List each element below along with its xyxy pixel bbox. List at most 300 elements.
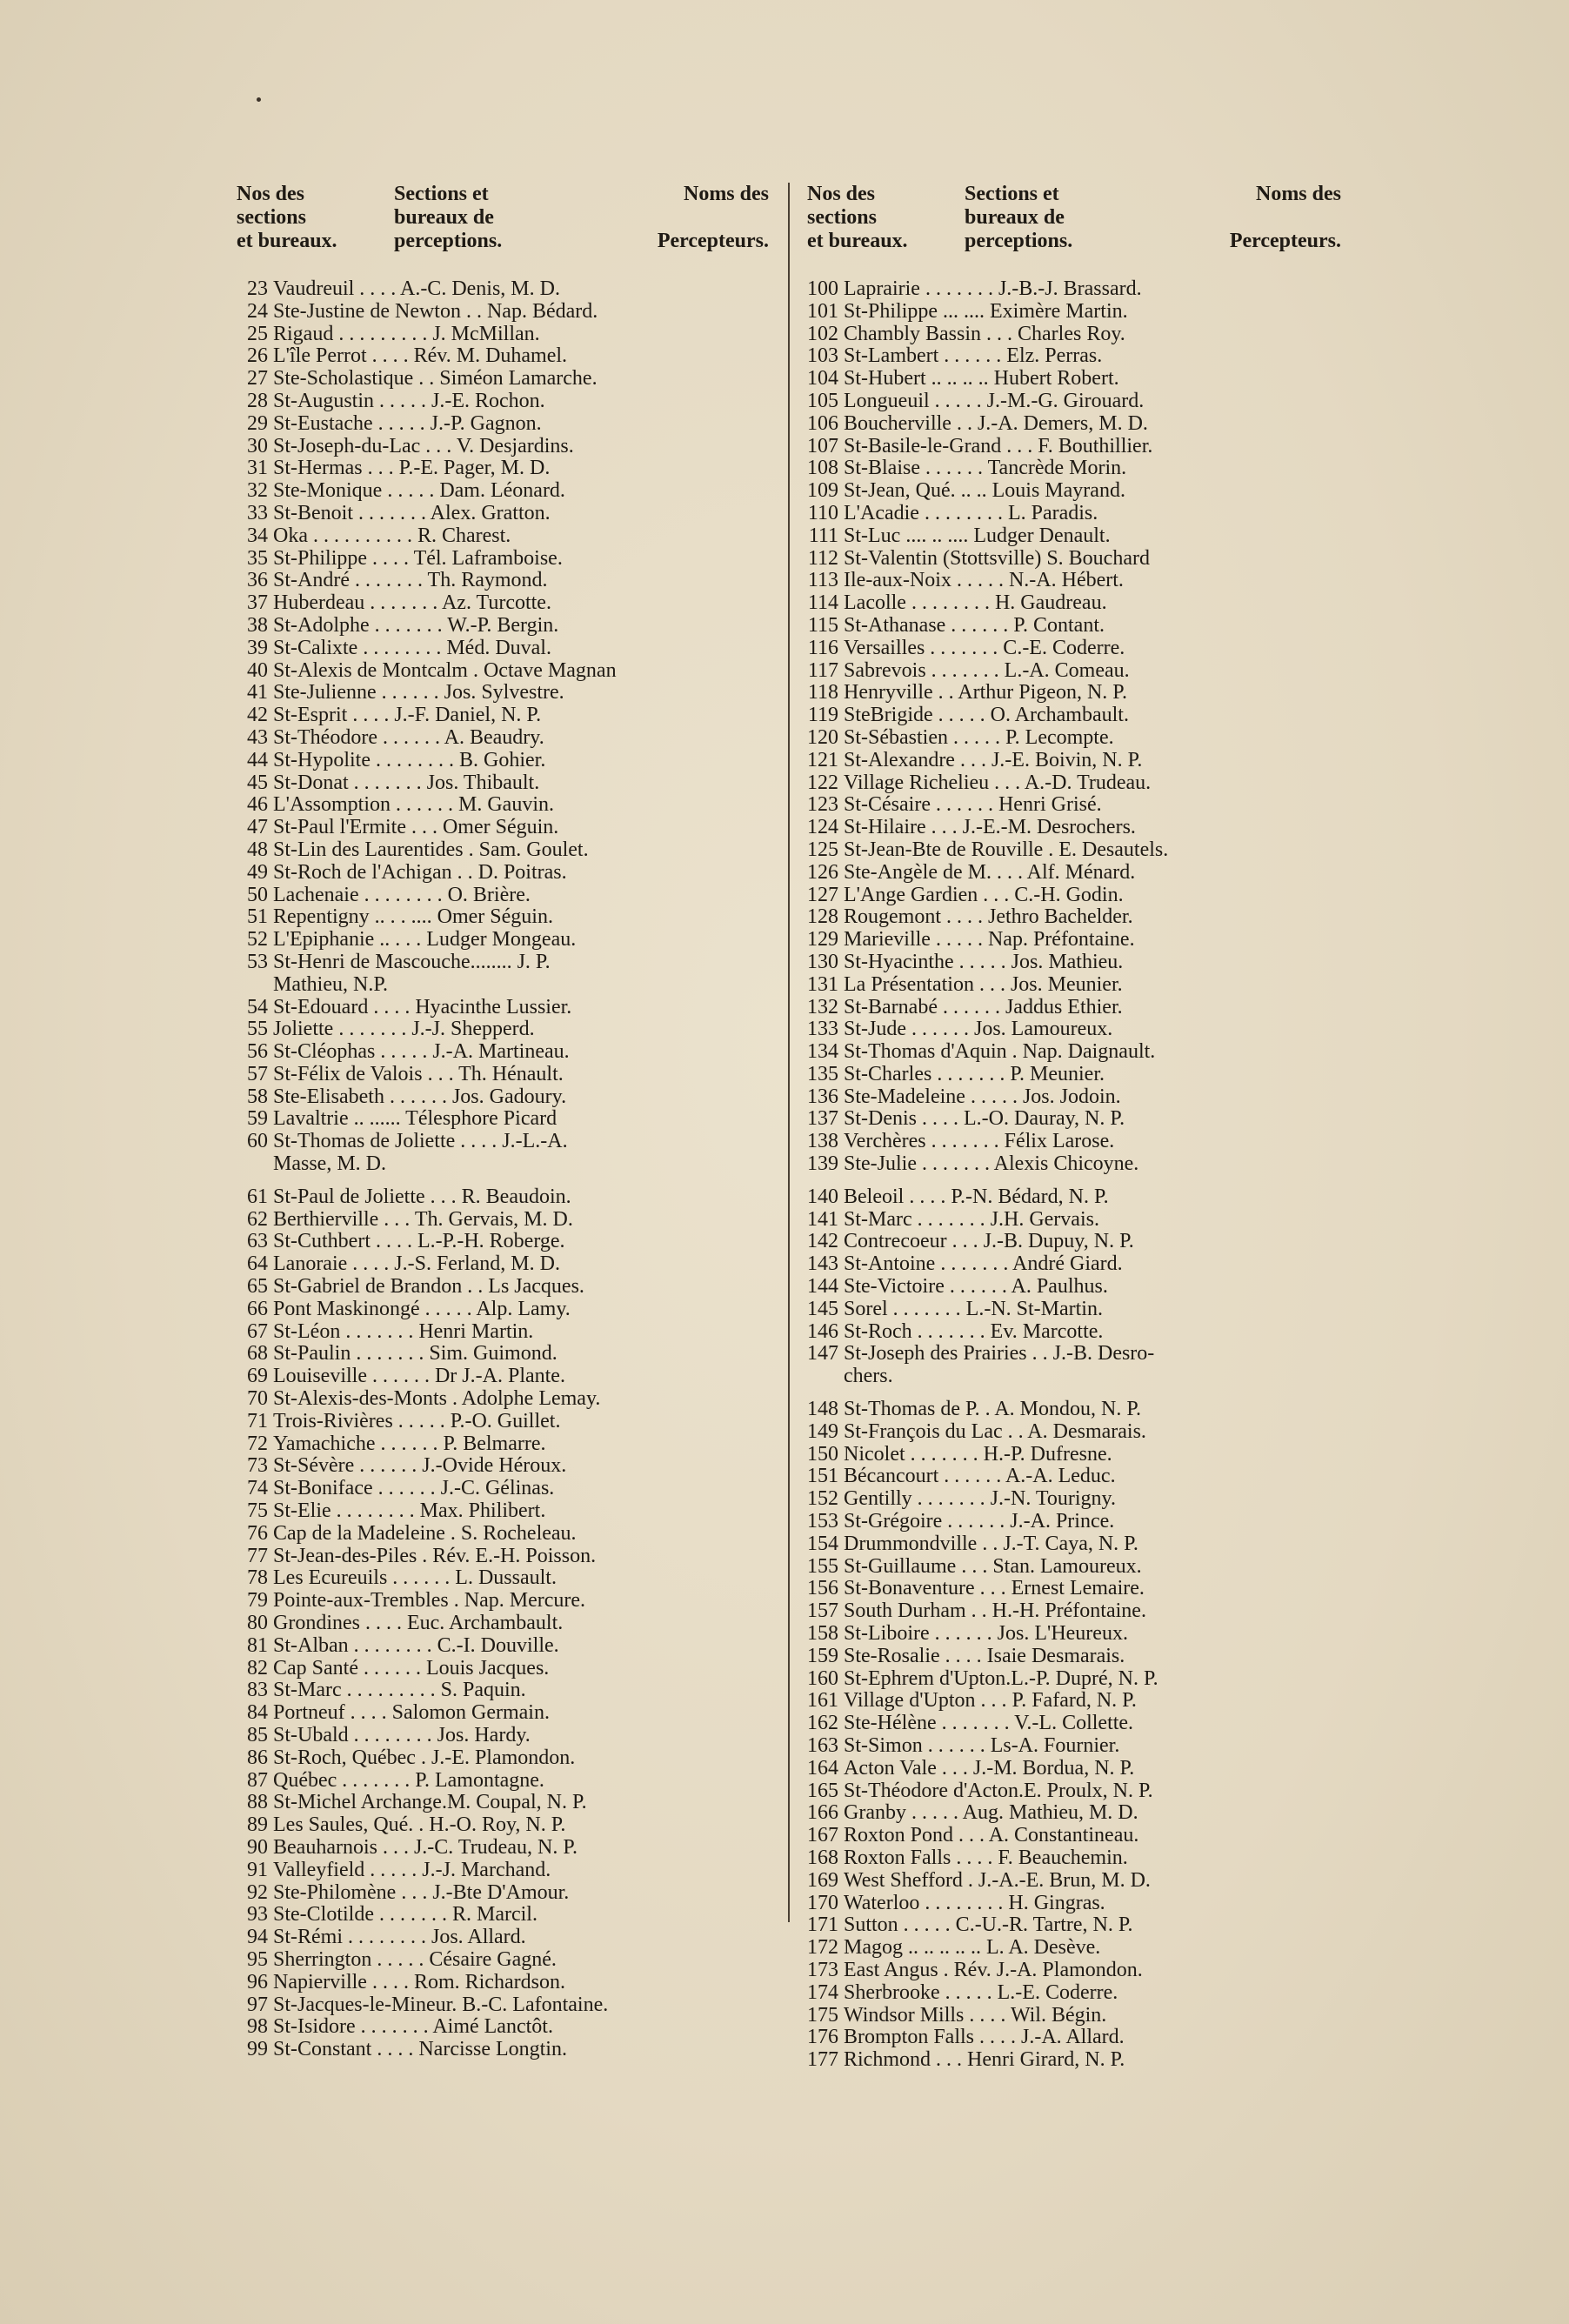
section-entry-text: St-Michel Archange.M. Coupal, N. P. (273, 1792, 587, 1814)
section-number: 141 (807, 1207, 838, 1231)
section-entry-text: Masse, M. D. (273, 1153, 386, 1176)
section-number: 139 (807, 1152, 838, 1176)
section-entry-text: Beauharnois . . . J.-C. Trudeau, N. P. (273, 1836, 578, 1859)
list-item (804, 2027, 1345, 2049)
section-entry-text: Verchères . . . . . . . Félix Larose. (844, 1131, 1115, 1153)
section-entry-text: St-Isidore . . . . . . . Aimé Lanctôt. (273, 2016, 553, 2039)
list-item (804, 1870, 1345, 1893)
section-number: 92 (247, 1880, 268, 1904)
list-item (233, 2039, 772, 2061)
section-number: 69 (247, 1365, 268, 1388)
section-number: 151 (807, 1465, 838, 1488)
section-number: 96 (247, 1970, 268, 1993)
list-item (804, 1108, 1345, 1131)
section-entry-text: Ste-Angèle de M. . . . Alf. Ménard. (844, 861, 1136, 884)
list-item (233, 839, 772, 862)
list-item (804, 660, 1345, 683)
list-item (804, 1937, 1345, 1960)
list-item (804, 1131, 1345, 1153)
section-number: 31 (247, 457, 268, 480)
list-item (233, 1635, 772, 1658)
section-number: 53 (247, 950, 268, 973)
section-number: 78 (247, 1566, 268, 1590)
list-item (233, 1108, 772, 1131)
section-entry-text: St-Edouard . . . . Hyacinthe Lussier. (273, 996, 572, 1018)
list-item (804, 1893, 1345, 1915)
section-number: 136 (807, 1085, 838, 1108)
section-entry-text: Les Ecureuils . . . . . . L. Dussault. (273, 1567, 557, 1590)
section-number: 155 (807, 1554, 838, 1578)
list-item (804, 750, 1345, 772)
section-entry-text: St-Henri de Mascouche........ J. P. (273, 951, 551, 973)
list-item (233, 525, 772, 548)
section-number: 105 (807, 389, 838, 412)
section-entry-text: St-Jacques-le-Mineur. B.-C. Lafontaine. (273, 1993, 609, 2016)
list-item (233, 1041, 772, 1064)
section-entry-text: Boucherville . . J.-A. Demers, M. D. (844, 412, 1148, 435)
list-item (233, 1299, 772, 1321)
section-number: 128 (807, 905, 838, 929)
section-entry-text: East Angus . Rév. J.-A. Plamondon. (844, 1959, 1143, 1981)
list-item (804, 772, 1345, 795)
list-item (804, 705, 1345, 727)
list-item (233, 278, 772, 301)
list-item (804, 480, 1345, 503)
section-number: 60 (247, 1130, 268, 1153)
section-number: 127 (807, 883, 838, 906)
section-entry-text: St-Adolphe . . . . . . . W.-P. Bergin. (273, 614, 559, 637)
section-entry-text: Cap Santé . . . . . . Louis Jacques. (273, 1657, 550, 1680)
section-entry-text: Ste-Monique . . . . . Dam. Léonard. (273, 480, 565, 503)
list-item (804, 1713, 1345, 1735)
section-entry-text: Gentilly . . . . . . . J.-N. Tourigny. (844, 1488, 1116, 1511)
list-item (804, 457, 1345, 480)
list-item (804, 1018, 1345, 1041)
list-item (233, 1500, 772, 1523)
section-entry-text: St-Félix de Valois . . . Th. Hénault. (273, 1063, 564, 1085)
section-number: 108 (807, 457, 838, 480)
list-item (233, 885, 772, 907)
section-number: 40 (247, 658, 268, 682)
list-item (233, 1613, 772, 1635)
list-item (233, 1546, 772, 1568)
list-item (804, 1321, 1345, 1344)
section-number: 159 (807, 1644, 838, 1667)
section-entry-text: Bécancourt . . . . . . A.-A. Leduc. (844, 1466, 1116, 1488)
section-entry-text: St-Guillaume . . . Stan. Lamoureux. (844, 1555, 1142, 1578)
section-number: 83 (247, 1679, 268, 1702)
list-item (233, 997, 772, 1019)
list-item (233, 1882, 772, 1905)
list-item (233, 615, 772, 638)
section-entry-text: Ste-Rosalie . . . . Isaie Desmarais. (844, 1645, 1125, 1667)
list-item (804, 1041, 1345, 1064)
section-number: 63 (247, 1230, 268, 1253)
section-entry-text: St-Benoit . . . . . . . Alex. Gratton. (273, 502, 551, 524)
section-number: 82 (247, 1656, 268, 1680)
list-item (804, 391, 1345, 413)
section-entry-text: Ste-Scholastique . . Siméon Lamarche. (273, 368, 598, 391)
section-entry-text: L'Ange Gardien . . . C.-H. Godin. (844, 884, 1124, 906)
list-item (804, 906, 1345, 929)
section-entry-text: St-Liboire . . . . . . Jos. L'Heureux. (844, 1623, 1128, 1646)
list-item (233, 638, 772, 660)
list-item (233, 682, 772, 705)
section-entry-text: St-Basile-le-Grand . . . F. Bouthillier. (844, 435, 1153, 457)
section-number: 27 (247, 367, 268, 391)
section-number: 109 (807, 479, 838, 503)
section-entry-text: St-Roch . . . . . . . Ev. Marcotte. (844, 1320, 1104, 1343)
section-entry-text: Portneuf . . . . Salomon Germain. (273, 1702, 550, 1725)
list-item (233, 1702, 772, 1725)
list-item (804, 1511, 1345, 1533)
list-item (804, 1488, 1345, 1511)
section-number: 87 (247, 1768, 268, 1792)
section-number: 160 (807, 1666, 838, 1690)
list-item (233, 1680, 772, 1702)
right-column-header (804, 183, 1345, 261)
section-number: 81 (247, 1633, 268, 1657)
section-number: 37 (247, 591, 268, 615)
section-number: 51 (247, 905, 268, 929)
list-item (233, 1904, 772, 1927)
section-entry-text: St-Paul l'Ermite . . . Omer Séguin. (273, 817, 559, 839)
section-number: 161 (807, 1689, 838, 1713)
section-entry-text: St-Valentin (Stottsville) S. Bouchard (844, 547, 1150, 570)
list-item (233, 1658, 772, 1680)
section-number: 110 (807, 501, 838, 524)
section-number: 125 (807, 838, 838, 861)
section-entry-text: St-Jude . . . . . . Jos. Lamoureux. (844, 1018, 1113, 1041)
section-entry-text: West Shefford . J.-A.-E. Brun, M. D. (844, 1869, 1151, 1892)
section-number: 38 (247, 613, 268, 637)
section-entry-text: St-Jean-des-Piles . Rév. E.-H. Poisson. (273, 1545, 597, 1567)
section-entry-text: Village Richelieu . . . A.-D. Trudeau. (844, 771, 1152, 794)
section-entry-text: L'île Perrot . . . . Rév. M. Duhamel. (273, 345, 568, 368)
section-number: 33 (247, 501, 268, 524)
section-number: 131 (807, 972, 838, 996)
section-number: 46 (247, 793, 268, 817)
list-item (804, 1982, 1345, 2005)
section-number: 130 (807, 950, 838, 973)
section-entry-text: Marieville . . . . . Nap. Préfontaine. (844, 929, 1135, 952)
list-item (233, 1433, 772, 1456)
section-entry-text: Sherrington . . . . . Césaire Gagné. (273, 1948, 557, 1971)
section-number: 120 (807, 725, 838, 749)
section-number: 115 (807, 613, 838, 637)
section-number: 150 (807, 1442, 838, 1466)
header-collector-name: Noms des Percepteurs. (1229, 183, 1341, 252)
list-item (233, 1949, 772, 1972)
section-entry-text: Huberdeau . . . . . . . Az. Turcotte. (273, 592, 551, 615)
section-number: 54 (247, 995, 268, 1018)
list-item (804, 1646, 1345, 1668)
section-entry-text: Drummondville . . J.-T. Caya, N. P. (844, 1533, 1138, 1555)
section-number: 100 (807, 277, 838, 300)
section-number: 121 (807, 748, 838, 771)
section-entry-text: St-Sévère . . . . . . J.-Ovide Héroux. (273, 1455, 567, 1478)
section-entry-text: Ste-Julie . . . . . . . Alexis Chicoyne. (844, 1153, 1139, 1176)
section-number: 67 (247, 1319, 268, 1343)
list-item (233, 727, 772, 750)
section-number: 97 (247, 1993, 268, 2016)
list-item (233, 413, 772, 436)
section-number: 55 (247, 1018, 268, 1041)
section-number: 167 (807, 1824, 838, 1847)
section-number: 48 (247, 838, 268, 861)
list-item (233, 1388, 772, 1411)
section-entry-text: St-Théodore . . . . . . A. Beaudry. (273, 726, 544, 749)
list-item (804, 1153, 1345, 1176)
right-column (804, 183, 1345, 2072)
section-entry-text: Berthierville . . . Th. Gervais, M. D. (273, 1208, 573, 1231)
list-item (233, 1770, 772, 1793)
section-entry-text: Cap de la Madeleine . S. Rocheleau. (273, 1522, 577, 1545)
section-entry-text: St-François du Lac . . A. Desmarais. (844, 1420, 1146, 1443)
section-entry-text: Lavaltrie .. ...... Télesphore Picard (273, 1108, 557, 1131)
list-item (804, 1556, 1345, 1579)
section-entry-text: Mathieu, N.P. (273, 973, 388, 996)
list-item (233, 974, 772, 997)
section-entry-text: Repentigny .. . . .... Omer Séguin. (273, 906, 553, 929)
section-entry-text: St-Cléophas . . . . . J.-A. Martineau. (273, 1041, 570, 1064)
section-entry-text: St-Charles . . . . . . . P. Meunier. (844, 1063, 1105, 1085)
section-entry-text: L'Assomption . . . . . . M. Gauvin. (273, 794, 554, 817)
section-number: 176 (807, 2026, 838, 2049)
section-number: 88 (247, 1791, 268, 1814)
list-item (804, 1276, 1345, 1299)
list-item (804, 1735, 1345, 1758)
section-number: 106 (807, 411, 838, 435)
section-number: 57 (247, 1062, 268, 1085)
section-number: 162 (807, 1712, 838, 1735)
list-item (233, 1253, 772, 1276)
section-number: 28 (247, 389, 268, 412)
section-entry-text: South Durham . . H.-H. Préfontaine. (844, 1600, 1146, 1623)
list-item (804, 952, 1345, 974)
section-number: 132 (807, 995, 838, 1018)
section-number: 145 (807, 1297, 838, 1320)
list-item (233, 1086, 772, 1109)
section-entry-text: St-Calixte . . . . . . . . Méd. Duval. (273, 637, 551, 659)
left-entry-list (233, 278, 772, 2061)
list-item (804, 615, 1345, 638)
section-number: 58 (247, 1085, 268, 1108)
section-number: 114 (807, 591, 838, 615)
section-entry-text: St-Constant . . . . Narcisse Longtin. (273, 2039, 567, 2061)
section-entry-text: St-Gabriel de Brandon . . Ls Jacques. (273, 1276, 584, 1299)
list-item (804, 1299, 1345, 1321)
list-item (233, 750, 772, 772)
section-number: 157 (807, 1599, 838, 1623)
list-item (233, 1343, 772, 1366)
section-entry-text: St-Roch, Québec . J.-E. Plamondon. (273, 1746, 576, 1769)
section-number: 66 (247, 1297, 268, 1320)
list-item (233, 436, 772, 458)
section-entry-text: St-Alban . . . . . . . . C.-I. Douville. (273, 1634, 559, 1657)
list-item (233, 1231, 772, 1253)
list-item (804, 1623, 1345, 1646)
section-number: 103 (807, 344, 838, 368)
section-entry-text: Ste-Julienne . . . . . . Jos. Sylvestre. (273, 682, 564, 705)
section-entry-text: St-Joseph des Prairies . . J.-B. Desro- (844, 1343, 1155, 1366)
list-item (804, 1825, 1345, 1847)
section-number: 75 (247, 1499, 268, 1523)
section-number: 156 (807, 1577, 838, 1600)
list-item (233, 1814, 772, 1837)
list-item (804, 301, 1345, 324)
section-entry-text: Lachenaie . . . . . . . . O. Brière. (273, 884, 531, 906)
list-item (233, 391, 772, 413)
section-number: 102 (807, 322, 838, 345)
section-entry-text: St-Hilaire . . . J.-E.-M. Desrochers. (844, 817, 1136, 839)
list-item (233, 1018, 772, 1041)
section-number: 52 (247, 928, 268, 952)
list-item (804, 1186, 1345, 1209)
list-item (804, 345, 1345, 368)
section-entry-text: St-Elie . . . . . . . . Max. Philibert. (273, 1500, 546, 1523)
speck-mark (257, 97, 261, 102)
list-item (804, 1914, 1345, 1937)
section-number: 29 (247, 411, 268, 435)
section-entry-text: Joliette . . . . . . . J.-J. Shepperd. (273, 1018, 535, 1041)
list-item (233, 1567, 772, 1590)
list-item (233, 794, 772, 817)
section-entry-text: Sorel . . . . . . . L.-N. St-Martin. (844, 1298, 1103, 1320)
section-number: 174 (807, 1980, 838, 2004)
section-entry-text: St-Boniface . . . . . . J.-C. Gélinas. (273, 1478, 555, 1500)
section-entry-text: St-Lin des Laurentides . Sam. Goulet. (273, 838, 589, 861)
section-entry-text: Valleyfield . . . . . J.-J. Marchand. (273, 1859, 551, 1881)
section-entry-text: Ste-Philomène . . . J.-Bte D'Amour. (273, 1881, 570, 1904)
section-number: 50 (247, 883, 268, 906)
section-number: 25 (247, 322, 268, 345)
section-number: 98 (247, 2015, 268, 2039)
section-number: 140 (807, 1185, 838, 1208)
list-item (804, 682, 1345, 705)
section-number: 124 (807, 816, 838, 839)
section-entry-text: Pointe-aux-Trembles . Nap. Mercure. (273, 1590, 586, 1613)
list-item (233, 480, 772, 503)
list-item (233, 906, 772, 929)
list-item (804, 1780, 1345, 1803)
section-number: 26 (247, 344, 268, 368)
list-item (233, 1837, 772, 1860)
section-entry-text: SteBrigide . . . . . O. Archambault. (844, 705, 1129, 727)
section-number: 94 (247, 1926, 268, 1949)
section-entry-text: St-Marc . . . . . . . J.H. Gervais. (844, 1208, 1099, 1231)
list-item (233, 1478, 772, 1500)
list-item (804, 503, 1345, 525)
section-number: 91 (247, 1858, 268, 1881)
section-entry-text: Sherbrooke . . . . . L.-E. Coderre. (844, 1981, 1118, 2004)
section-entry-text: St-Eustache . . . . . J.-P. Gagnon. (273, 412, 542, 435)
list-item (233, 1321, 772, 1344)
section-entry-text: St-Hypolite . . . . . . . . B. Gohier. (273, 749, 546, 771)
section-number: 117 (807, 658, 838, 682)
section-entry-text: St-Antoine . . . . . . . André Giard. (844, 1253, 1123, 1276)
list-item (804, 1578, 1345, 1600)
section-number: 65 (247, 1275, 268, 1299)
section-entry-text: St-Jean-Bte de Rouville . E. Desautels. (844, 838, 1169, 861)
list-item (233, 1153, 772, 1176)
section-number: 168 (807, 1846, 838, 1869)
list-item (804, 1444, 1345, 1466)
section-number: 171 (807, 1913, 838, 1937)
section-entry-text: La Présentation . . . Jos. Meunier. (844, 973, 1123, 996)
section-number: 129 (807, 928, 838, 952)
section-number: 163 (807, 1734, 838, 1757)
section-entry-text: St-Athanase . . . . . . P. Contant. (844, 614, 1105, 637)
section-entry-text: Ste-Madeleine . . . . . Jos. Jodoin. (844, 1085, 1121, 1108)
section-entry-text: Ste-Clotilde . . . . . . . R. Marcil. (273, 1904, 537, 1927)
section-number: 47 (247, 816, 268, 839)
left-column (233, 183, 772, 2061)
section-number: 135 (807, 1062, 838, 1085)
section-entry-text: St-Alexis de Montcalm . Octave Magnan (273, 659, 617, 682)
section-entry-text: St-Bonaventure . . . Ernest Lemaire. (844, 1578, 1145, 1600)
list-item (804, 592, 1345, 615)
section-number: 90 (247, 1835, 268, 1859)
column-divider (788, 183, 790, 1922)
section-number: 169 (807, 1868, 838, 1892)
section-number: 71 (247, 1409, 268, 1432)
section-number: 112 (807, 546, 838, 570)
section-entry-text: St-Joseph-du-Lac . . . V. Desjardins. (273, 435, 574, 457)
section-entry-text: St-Lambert . . . . . . Elz. Perras. (844, 345, 1103, 368)
section-number: 118 (807, 681, 838, 705)
section-entry-text: St-André . . . . . . . Th. Raymond. (273, 570, 548, 592)
section-entry-text: Beleoil . . . . P.-N. Bédard, N. P. (844, 1185, 1109, 1208)
section-number: 154 (807, 1532, 838, 1555)
list-item (804, 525, 1345, 548)
section-entry-text: Longueuil . . . . . J.-M.-G. Girouard. (844, 390, 1145, 412)
section-entry-text: Louiseville . . . . . . Dr J.-A. Plante. (273, 1366, 565, 1388)
section-number: 93 (247, 1903, 268, 1927)
list-item (233, 1064, 772, 1086)
section-number: 23 (247, 277, 268, 300)
list-item (804, 1668, 1345, 1691)
list-item (804, 1209, 1345, 1232)
section-entry-text: St-Sébastien . . . . . P. Lecompte. (844, 726, 1114, 749)
section-entry-text: St-Léon . . . . . . . Henri Martin. (273, 1320, 534, 1343)
list-item (233, 570, 772, 592)
section-entry-text: Oka . . . . . . . . . . R. Charest. (273, 524, 511, 547)
section-number: 172 (807, 1936, 838, 1960)
section-entry-text: Ste-Hélène . . . . . . . V.-L. Collette. (844, 1713, 1134, 1735)
section-number: 56 (247, 1040, 268, 1064)
section-number: 113 (807, 569, 838, 592)
header-section-number: Nos des sections et bureaux. (237, 183, 337, 252)
section-entry-text: St-Jean, Qué. .. .. Louis Mayrand. (844, 480, 1125, 503)
list-item (233, 503, 772, 525)
section-entry-text: St-Thomas de P. . A. Mondou, N. P. (844, 1399, 1142, 1421)
section-entry-text: St-Blaise . . . . . . Tancrède Morin. (844, 457, 1127, 480)
list-item (233, 862, 772, 885)
section-number: 173 (807, 1958, 838, 1981)
section-entry-text: Les Saules, Qué. . H.-O. Roy, N. P. (273, 1814, 566, 1837)
section-number: 49 (247, 860, 268, 884)
section-entry-text: Trois-Rivières . . . . . P.-O. Guillet. (273, 1410, 561, 1432)
section-entry-text: St-Donat . . . . . . . Jos. Thibault. (273, 771, 540, 794)
list-item (804, 997, 1345, 1019)
section-number: 177 (807, 2048, 838, 2072)
list-item (804, 862, 1345, 885)
section-number: 59 (247, 1107, 268, 1131)
list-item (233, 1994, 772, 2017)
section-entry-text: Windsor Mills . . . . Wil. Bégin. (844, 2004, 1107, 2027)
list-item (804, 1960, 1345, 1982)
